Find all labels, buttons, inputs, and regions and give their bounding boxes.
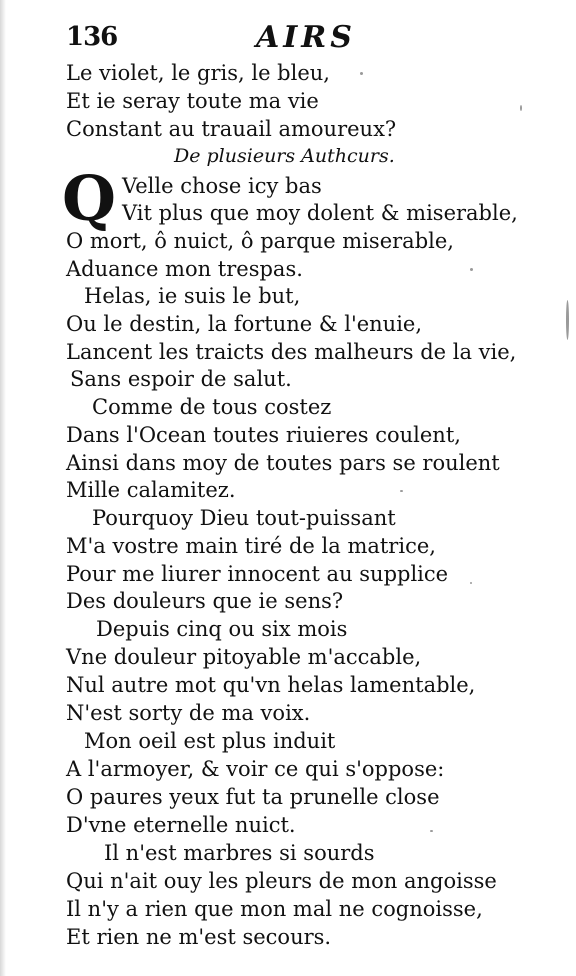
verse-line: Mille calamitez.	[66, 478, 236, 502]
verse-line: Il n'est marbres si sourds	[104, 841, 375, 865]
verse-line: Sans espoir de salut.	[70, 367, 292, 391]
verse-line: N'est sorty de ma voix.	[66, 701, 311, 725]
verse-line: Vit plus que moy dolent & miserable,	[122, 201, 518, 225]
paper-speck	[360, 72, 363, 75]
verse-line: Velle chose icy bas	[122, 174, 322, 198]
drop-cap: Q	[62, 162, 117, 235]
paper-speck	[470, 582, 472, 584]
verse-line: Et rien ne m'est secours.	[66, 925, 332, 949]
paper-speck	[566, 300, 569, 340]
verse-line: Mon oeil est plus induit	[84, 729, 336, 753]
verse-line: Et ie seray toute ma vie	[66, 89, 319, 113]
section-title: De plusieurs Authcurs.	[174, 145, 395, 167]
paper-speck	[520, 105, 522, 111]
verse-line: A l'armoyer, & voir ce qui s'oppose:	[66, 757, 445, 781]
verse-line: Pour me liurer innocent au supplice	[66, 562, 449, 586]
verse-line: Aduance mon trespas.	[66, 257, 303, 281]
verse-line: Comme de tous costez	[92, 395, 332, 419]
verse-line: Qui n'ait ouy les pleurs de mon angoisse	[66, 869, 497, 893]
verse-line: Constant au trauail amoureux?	[66, 117, 397, 141]
page-edge-shadow	[0, 0, 6, 976]
paper-speck	[430, 830, 433, 832]
running-head-title: AIRS	[256, 20, 356, 55]
verse-line: O paures yeux fut ta prunelle close	[66, 785, 440, 809]
verse-line: Des douleurs que ie sens?	[66, 589, 344, 613]
paper-speck	[400, 490, 403, 492]
verse-line: O mort, ô nuict, ô parque miserable,	[66, 229, 454, 253]
verse-line: M'a vostre main tiré de la matrice,	[66, 534, 436, 558]
page-number: 136	[66, 22, 118, 52]
verse-line: Il n'y a rien que mon mal ne cognoisse,	[66, 897, 483, 921]
verse-line: Pourquoy Dieu tout-puissant	[92, 506, 396, 530]
verse-line: D'vne eternelle nuict.	[66, 813, 296, 837]
verse-line: Ou le destin, la fortune & l'enuie,	[66, 312, 423, 336]
verse-line: Le violet, le gris, le bleu,	[66, 61, 330, 85]
running-head	[66, 20, 396, 54]
verse-line: Vne douleur pitoyable m'accable,	[66, 645, 422, 669]
paper-speck	[470, 268, 473, 271]
verse-line: Depuis cinq ou six mois	[96, 617, 348, 641]
verse-line: Ainsi dans moy de toutes pars se roulent	[66, 451, 500, 475]
verse-line: Nul autre mot qu'vn helas lamentable,	[66, 673, 476, 697]
verse-line: Dans l'Ocean toutes riuieres coulent,	[66, 423, 461, 447]
verse-line: Helas, ie suis le but,	[84, 284, 301, 308]
verse-line: Lancent les traicts des malheurs de la vie,	[66, 340, 517, 364]
